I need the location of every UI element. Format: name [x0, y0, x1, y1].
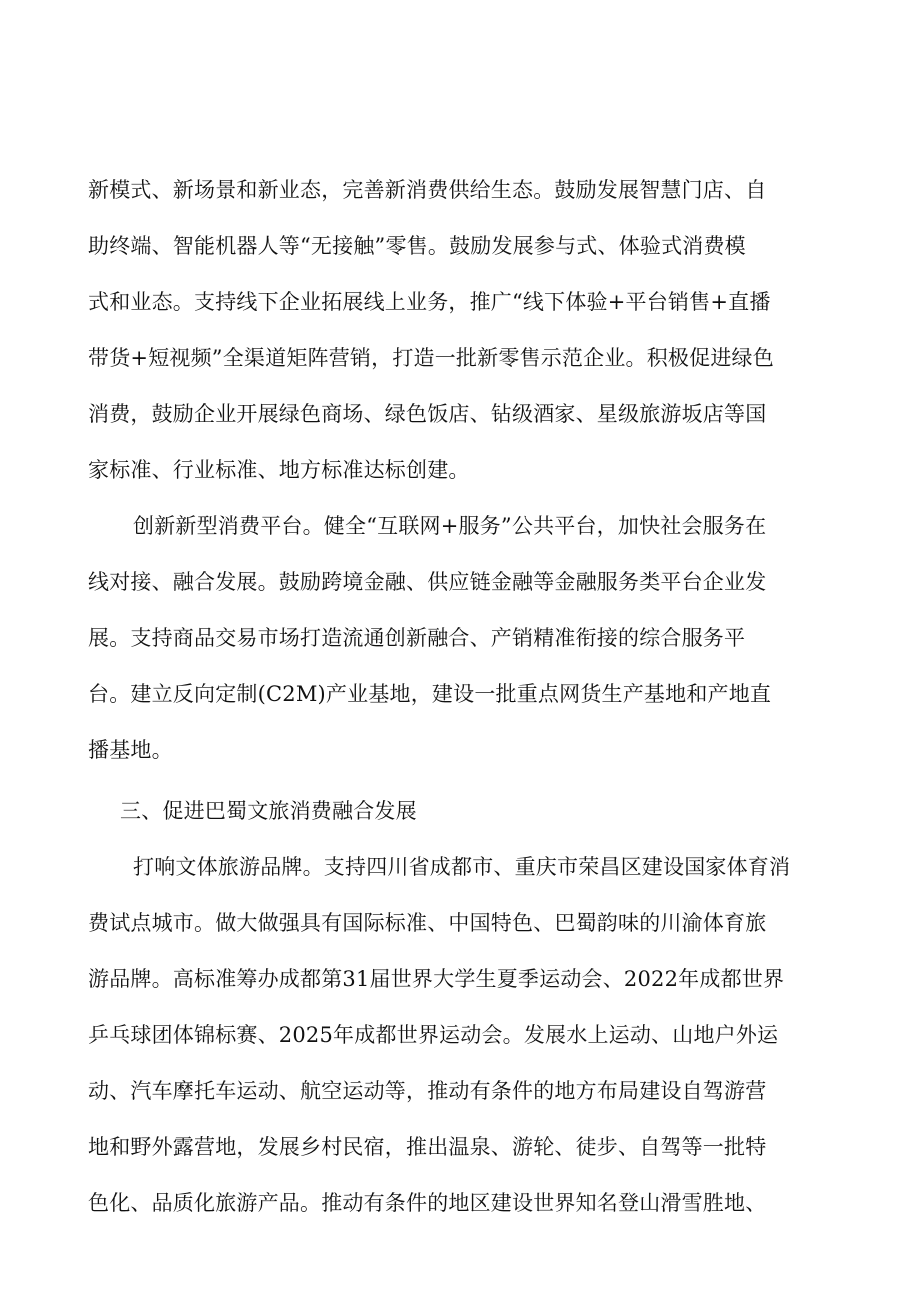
paragraph-3-line-4: 乒乓球团体锦标赛、2025年成都世界运动会。发展水上运动、山地户外运 — [88, 1023, 779, 1047]
paragraph-1-line-2: 助终端、智能机器人等“无接触”零售。鼓励发展参与式、体验式消费模 — [88, 234, 746, 258]
paragraph-3-line-3: 游品牌。高标准筹办成都第31届世界大学生夏季运动会、2022年成都世界 — [88, 967, 785, 991]
paragraph-1-line-3: 式和业态。支持线下企业拓展线上业务，推广“线下体验+平台销售+直播 — [88, 290, 771, 314]
paragraph-3-line-6: 地和野外露营地，发展乡村民宿，推出温泉、游轮、徒步、自驾等一批特 — [88, 1135, 767, 1159]
paragraph-2-line-4: 台。建立反向定制(C2M)产业基地，建设一批重点网货生产基地和产地直 — [88, 682, 772, 706]
paragraph-2-line-1: 创新新型消费平台。健全“互联网+服务”公共平台，加快社会服务在 — [133, 514, 767, 538]
paragraph-3-line-1: 打响文体旅游品牌。支持四川省成都市、重庆市荣昌区建设国家体育消 — [133, 855, 791, 879]
paragraph-1-line-6: 家标准、行业标准、地方标准达标创建。 — [88, 458, 470, 482]
paragraph-2-line-2: 线对接、融合发展。鼓励跨境金融、供应链金融等金融服务类平台企业发 — [88, 570, 767, 594]
paragraph-1-line-5: 消费，鼓励企业开展绿色商场、绿色饭店、钻级酒家、星级旅游坂店等国 — [88, 402, 767, 426]
paragraph-1-line-1: 新模式、新场景和新业态，完善新消费供给生态。鼓励发展智慧门店、自 — [88, 178, 767, 202]
paragraph-2-line-3: 展。支持商品交易市场打造流通创新融合、产销精准衔接的综合服务平 — [88, 626, 746, 650]
paragraph-1-line-4: 带货+短视频”全渠道矩阵营销，打造一批新零售示范企业。积极促进绿色 — [88, 346, 774, 370]
section-heading: 三、促进巴蜀文旅消费融合发展 — [120, 799, 417, 823]
paragraph-3-line-5: 动、汽车摩托车运动、航空运动等，推动有条件的地方布局建设自驾游营 — [88, 1079, 767, 1103]
paragraph-3-line-2: 费试点城市。做大做强具有国际标准、中国特色、巴蜀韵味的川渝体育旅 — [88, 911, 767, 935]
paragraph-3-line-7: 色化、品质化旅游产品。推动有条件的地区建设世界知名登山滑雪胜地、 — [88, 1191, 767, 1215]
paragraph-2-line-5: 播基地。 — [88, 738, 173, 762]
